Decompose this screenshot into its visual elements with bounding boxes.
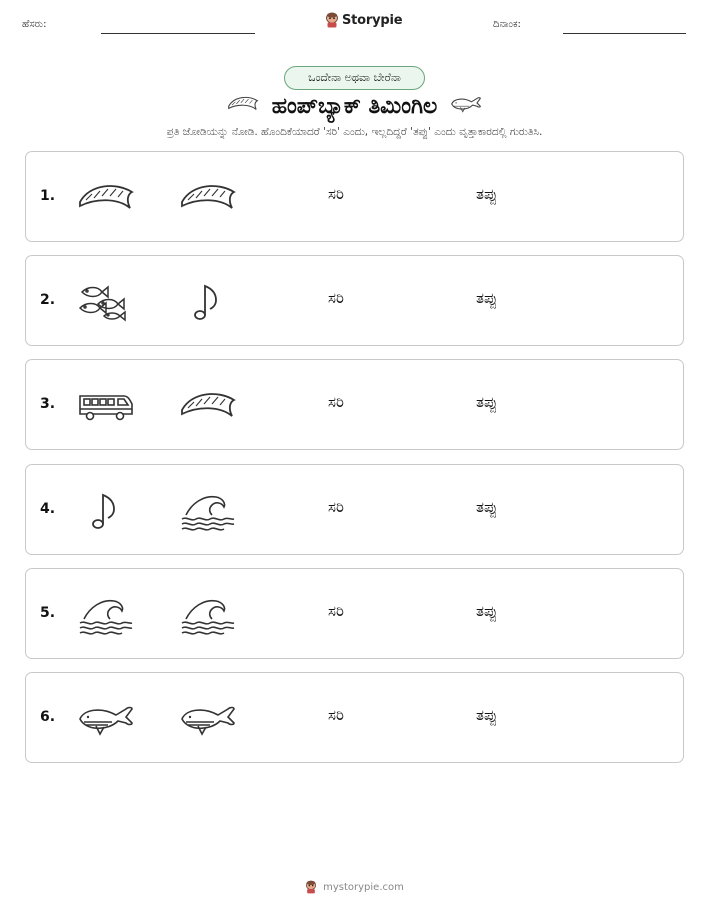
date-label: ದಿನಾಂಕ: (493, 19, 521, 30)
whale-icon (449, 93, 483, 119)
true-option[interactable]: ಸರಿ (328, 393, 344, 412)
wave-icon (76, 595, 136, 635)
footer-url[interactable]: mystorypie.com (323, 881, 404, 893)
question-number: 3. (40, 396, 56, 413)
bus-icon (76, 386, 136, 426)
fish-school-icon (76, 282, 136, 322)
name-line[interactable] (101, 33, 255, 34)
brand-logo (325, 12, 402, 28)
true-option[interactable]: ಸರಿ (328, 289, 344, 308)
question-row (25, 568, 684, 659)
whale-icon (76, 699, 136, 739)
question-number: 4. (40, 500, 56, 517)
question-row (25, 255, 684, 346)
question-number: 2. (40, 292, 56, 309)
false-option[interactable]: ತಪ್ಪು (476, 601, 498, 620)
question-row (25, 464, 684, 555)
question-number: 5. (40, 604, 56, 621)
page-title: ಹಂಪ್‌ಬ್ಯಾಕ್ ತಿಮಿಂಗಿಲ (271, 93, 438, 119)
false-option[interactable]: ತಪ್ಪು (476, 289, 498, 308)
question-row (25, 151, 684, 242)
activity-badge (284, 66, 425, 90)
footer (0, 880, 709, 894)
activity-badge-label: ಒಂದೇನಾ ಅಥವಾ ಬೇರೆನಾ (308, 71, 401, 84)
storypie-mascot-icon (325, 12, 339, 28)
false-option[interactable]: ತಪ್ಪು (476, 393, 498, 412)
storypie-mascot-icon (305, 880, 317, 894)
baleen-icon (178, 386, 238, 426)
false-option[interactable]: ತಪ್ಪು (476, 706, 498, 724)
date-line[interactable] (563, 33, 686, 34)
false-option[interactable]: ತಪ್ಪು (476, 185, 498, 203)
true-option[interactable]: ಸರಿ (328, 185, 344, 203)
name-label: ಹೆಸರು: (22, 19, 47, 30)
brand-name: Storypie (342, 12, 403, 28)
whale-icon (178, 699, 238, 739)
true-option[interactable]: ಸರಿ (328, 601, 344, 620)
instructions: ಪ್ರತಿ ಜೋಡಿಯನ್ನು ನೋಡಿ. ಹೊಂದಿಕೆಯಾದರೆ 'ಸರಿ' ಎಂದು, ಇಲ್ಲದಿದ್ದರೆ 'ತಪ್ಪು' ಎಂದು ವೃತ್ತಾಕಾರದಲ್ಲಿ ಗುರುತಿಸಿ. (166, 126, 543, 138)
wave-icon (178, 595, 238, 635)
wave-icon (178, 491, 238, 531)
music-note-icon (76, 491, 136, 531)
baleen-icon (76, 178, 136, 218)
worksheet-header (0, 0, 709, 40)
baleen-icon (178, 178, 238, 218)
baleen-icon (226, 93, 260, 119)
music-note-icon (178, 282, 238, 322)
title-row (0, 90, 709, 122)
question-row (25, 672, 684, 763)
question-number: 6. (40, 709, 56, 725)
true-option[interactable]: ಸರಿ (328, 497, 344, 516)
false-option[interactable]: ತಪ್ಪು (476, 497, 498, 516)
true-option[interactable]: ಸರಿ (328, 706, 344, 724)
question-row (25, 359, 684, 450)
question-number: 1. (40, 188, 56, 204)
